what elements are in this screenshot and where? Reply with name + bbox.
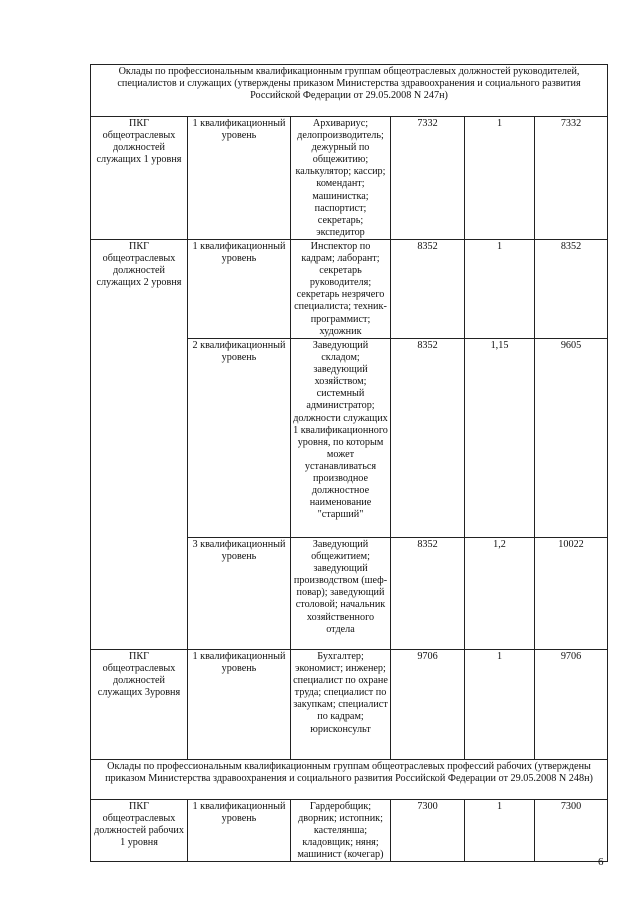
coefficient-cell: 1 [465, 799, 535, 861]
positions-cell: Заведующий общежитием; заведующий производством (шеф-повар); заведующий столовой; начальник хозяйственного отдела [291, 537, 391, 649]
salary-cell: 7300 [535, 799, 608, 861]
group-cell: ПКГ общеотраслевых должностей служащих 3уровня [91, 649, 188, 759]
table-row [91, 117, 608, 240]
coefficient-cell: 1,15 [465, 338, 535, 537]
group-cell: ПКГ общеотраслевых должностей служащих 1 уровня [91, 117, 188, 240]
positions-cell: Гардеробщик; дворник; истопник; кастелянша; кладовщик; няня; машинист (кочегар) [291, 799, 391, 861]
level-cell: 2 квалификационный уровень [188, 338, 291, 537]
coefficient-cell: 1 [465, 239, 535, 338]
salary-table [90, 64, 608, 862]
section-header-row [91, 65, 608, 117]
base-salary-cell: 8352 [391, 239, 465, 338]
level-cell: 1 квалификационный уровень [188, 649, 291, 759]
salary-cell: 7332 [535, 117, 608, 240]
level-cell: 1 квалификационный уровень [188, 799, 291, 861]
level-cell: 1 квалификационный уровень [188, 239, 291, 338]
group-cell: ПКГ общеотраслевых должностей служащих 2 уровня [91, 239, 188, 649]
base-salary-cell: 9706 [391, 649, 465, 759]
section-title: Оклады по профессиональным квалификационным группам общеотраслевых профессий рабочих (утверждены приказом Министерства здравоохранения и социального развития Российской Федерации от 29.05.2008 N 248н) [91, 759, 608, 799]
salary-cell: 10022 [535, 537, 608, 649]
section-header-row [91, 759, 608, 799]
page-number: 6 [598, 856, 604, 868]
base-salary-cell: 8352 [391, 537, 465, 649]
positions-cell: Бухгалтер; экономист; инженер; специалист по охране труда; специалист по закупкам; специалист по кадрам; юрисконсульт [291, 649, 391, 759]
base-salary-cell: 8352 [391, 338, 465, 537]
level-cell: 1 квалификационный уровень [188, 117, 291, 240]
base-salary-cell: 7300 [391, 799, 465, 861]
coefficient-cell: 1,2 [465, 537, 535, 649]
positions-cell: Инспектор по кадрам; лаборант; секретарь руководителя; секретарь незрячего специалиста; техник-программист; художник [291, 239, 391, 338]
base-salary-cell: 7332 [391, 117, 465, 240]
table-row [91, 239, 608, 338]
coefficient-cell: 1 [465, 649, 535, 759]
level-cell: 3 квалификационный уровень [188, 537, 291, 649]
table-row [91, 799, 608, 861]
positions-cell: Архивариус; делопроизводитель; дежурный по общежитию; калькулятор; кассир; комендант; машинистка; паспортист; секретарь; экспедитор [291, 117, 391, 240]
positions-cell: Заведующий складом; заведующий хозяйством; системный администратор; должности служащих 1 квалификационного уровня, по которым может устанавливаться производное должностное наименование "старший" [291, 338, 391, 537]
section-title: Оклады по профессиональным квалификационным группам общеотраслевых должностей руководителей, специалистов и служащих (утверждены приказом Министерства здравоохранения и социального развития Российской Федерации от 29.05.2008 N 247н) [91, 65, 608, 117]
salary-cell: 9605 [535, 338, 608, 537]
coefficient-cell: 1 [465, 117, 535, 240]
salary-cell: 8352 [535, 239, 608, 338]
group-cell: ПКГ общеотраслевых должностей рабочих 1 уровня [91, 799, 188, 861]
table-row [91, 649, 608, 759]
salary-cell: 9706 [535, 649, 608, 759]
